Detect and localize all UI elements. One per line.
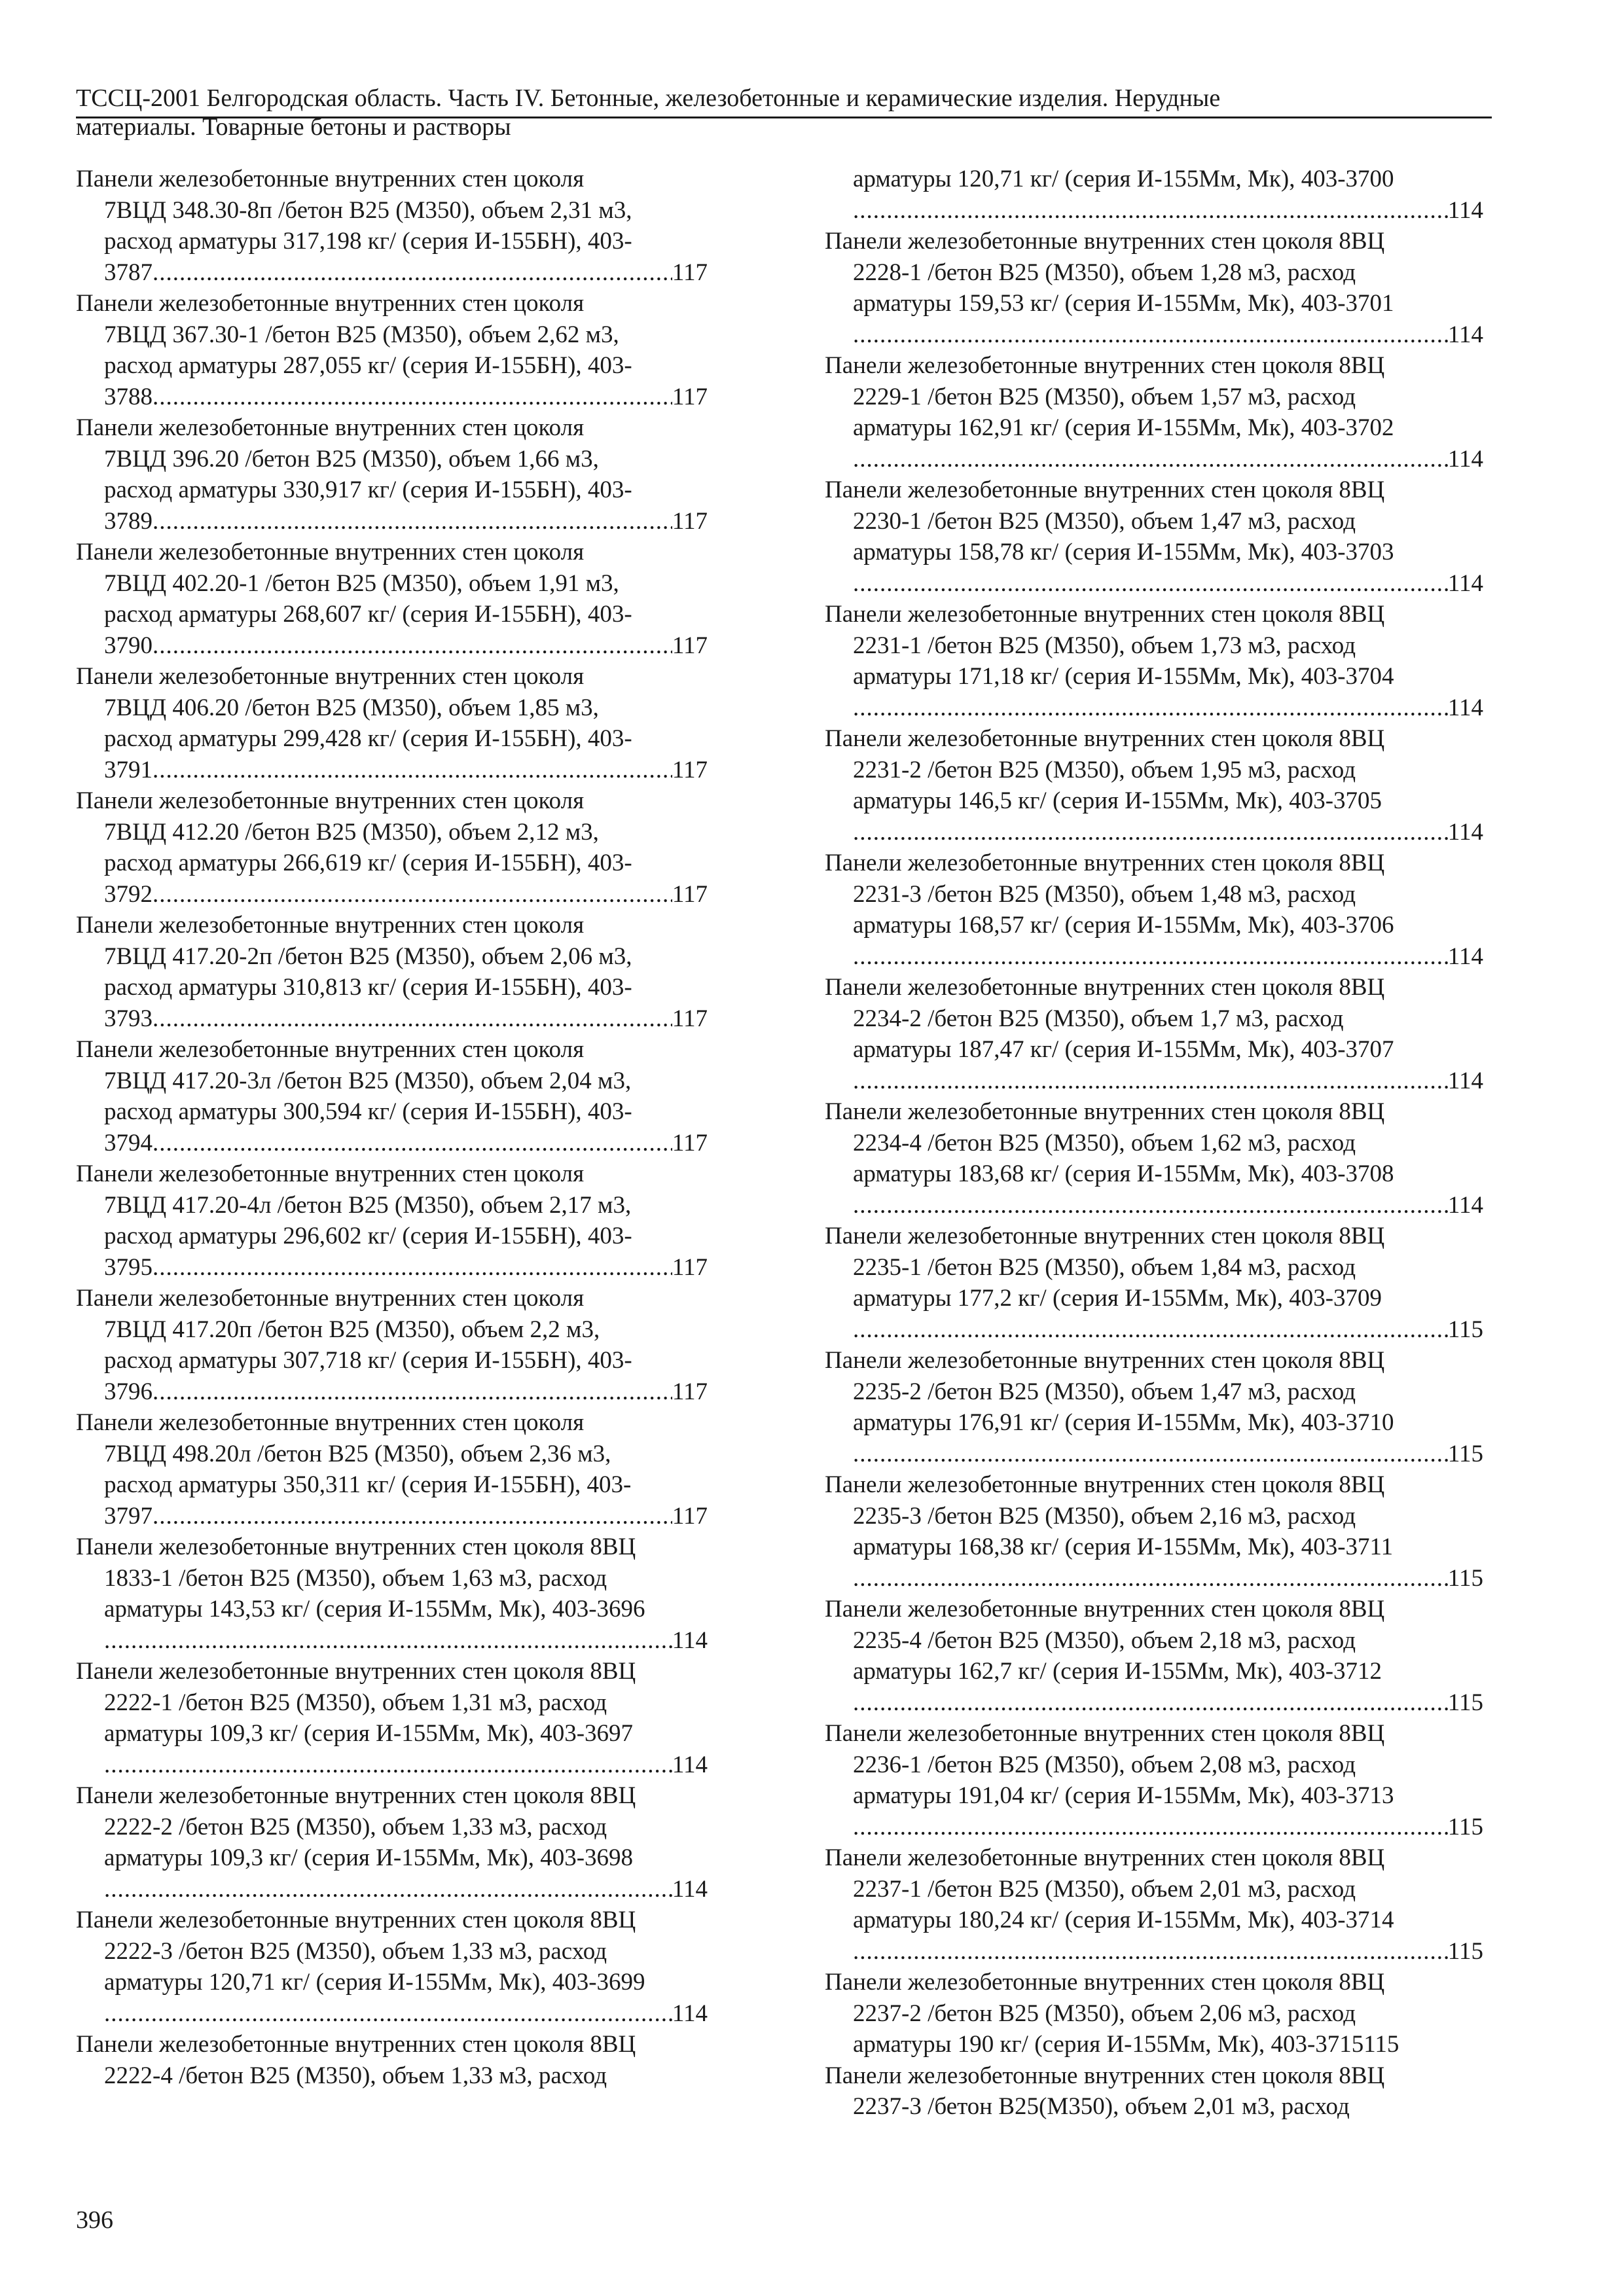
dot-leader (104, 1625, 672, 1657)
index-entry (825, 1096, 1483, 1221)
dot-leader (153, 1252, 672, 1283)
dot-leader (104, 1874, 672, 1905)
index-entry (825, 1469, 1483, 1594)
dot-leader (853, 1439, 1448, 1470)
index-entry (76, 2029, 708, 2091)
entry-line: 2234-4 /бетон В25 (М350), объем 1,62 м3, расход (853, 1129, 1356, 1157)
entry-line: 2222-4 /бетон В25 (М350), объем 1,33 м3, расход (104, 2062, 607, 2089)
entry-line: 2237-1 /бетон В25 (М350), объем 2,01 м3, расход (853, 1875, 1356, 1903)
index-entry (825, 848, 1483, 972)
entry-page: 114 (672, 1626, 708, 1654)
entry-line: Панели железобетонные внутренних стен цоколя (76, 912, 585, 939)
entry-line: расход арматуры 266,619 кг/ (серия И-155БН), 403- (104, 850, 632, 876)
index-column-right (825, 164, 1483, 2123)
index-entry (825, 1594, 1483, 1718)
index-entry (76, 1158, 708, 1283)
entry-page: 117 (672, 1253, 708, 1281)
entry-line: Панели железобетонные внутренних стен цоколя 8ВЦ (825, 1471, 1385, 1498)
entry-toc-line (825, 1439, 1483, 1470)
header-rule (76, 117, 1492, 118)
entry-line: арматуры 187,47 кг/ (серия И-155Мм, Мк), 403-3707 (853, 1036, 1394, 1063)
entry-toc-line (825, 941, 1483, 973)
entry-page: 115 (1447, 1564, 1483, 1592)
entry-text: 3796 (104, 1378, 153, 1405)
index-entry (825, 475, 1483, 599)
entry-page: 115 (1447, 1440, 1483, 1467)
entry-line: 2222-3 /бетон В25 (М350), объем 1,33 м3, расход (104, 1937, 607, 1965)
entry-line: арматуры 109,3 кг/ (серия И-155Мм, Мк), 403-3698 (104, 1844, 634, 1871)
entry-toc-line (825, 1687, 1483, 1719)
entry-toc-line (825, 817, 1483, 848)
running-header-line-2: материалы. Товарные бетоны и растворы (76, 113, 511, 141)
entry-page: 114 (672, 2000, 708, 2027)
index-entry (825, 1967, 1483, 2060)
entry-line: расход арматуры 307,718 кг/ (серия И-155БН), 403- (104, 1347, 632, 1374)
entry-line: 7ВЦД 417.20п /бетон В25 (М350), объем 2,2 м3, (104, 1316, 600, 1343)
entry-page: 117 (672, 383, 708, 410)
entry-line: Панели железобетонные внутренних стен цоколя (76, 414, 585, 441)
dot-leader (153, 1376, 672, 1408)
index-entry (825, 350, 1483, 475)
entry-line: Панели железобетонные внутренних стен цоколя (76, 787, 585, 814)
index-entry (825, 1842, 1483, 1967)
entry-toc-line (825, 444, 1483, 475)
entry-text: 3794 (104, 1129, 153, 1157)
entry-page: 117 (672, 507, 708, 535)
dot-leader (853, 941, 1448, 973)
index-entry (825, 2060, 1483, 2123)
entry-toc-line (825, 319, 1483, 351)
entry-line: расход арматуры 317,198 кг/ (серия И-155БН), 403- (104, 228, 632, 255)
entry-line: Панели железобетонные внутренних стен цоколя (76, 166, 585, 192)
dot-leader (853, 1190, 1448, 1221)
entry-line: арматуры 168,38 кг/ (серия И-155Мм, Мк), 403-3711 (853, 1534, 1394, 1560)
entry-line: Панели железобетонные внутренних стен цоколя 8ВЦ (825, 1596, 1385, 1623)
index-entry (825, 1221, 1483, 1345)
entry-text: 3793 (104, 1005, 153, 1032)
entry-line: Панели железобетонные внутренних стен цоколя (76, 290, 585, 317)
entry-toc-line (76, 1003, 708, 1035)
entry-page: 117 (672, 1378, 708, 1405)
index-entry (825, 226, 1483, 350)
entry-line: расход арматуры 296,602 кг/ (серия И-155БН), 403- (104, 1223, 632, 1249)
entry-line: 7ВЦД 402.20-1 /бетон В25 (М350), объем 1,91 м3, (104, 569, 619, 597)
entry-page: 114 (1447, 445, 1483, 473)
entry-line: арматуры 183,68 кг/ (серия И-155Мм, Мк), 403-3708 (853, 1160, 1394, 1187)
entry-page: 114 (1447, 818, 1483, 846)
entry-line: расход арматуры 350,311 кг/ (серия И-155БН), 403- (104, 1471, 632, 1498)
entry-toc-line (76, 1376, 708, 1408)
entry-line: расход арматуры 299,428 кг/ (серия И-155БН), 403- (104, 725, 632, 752)
entry-line: 7ВЦД 367.30-1 /бетон В25 (М350), объем 2,62 м3, (104, 321, 619, 348)
entry-line: Панели железобетонные внутренних стен цоколя 8ВЦ (76, 1534, 636, 1560)
entry-line: расход арматуры 300,594 кг/ (серия И-155БН), 403- (104, 1098, 632, 1125)
index-entry (76, 661, 708, 785)
dot-leader (853, 319, 1448, 351)
entry-line: Панели железобетонные внутренних стен цоколя 8ВЦ (825, 1720, 1385, 1747)
entry-page: 117 (672, 1129, 708, 1157)
dot-leader (153, 1003, 672, 1035)
entry-line: расход арматуры 330,917 кг/ (серия И-155БН), 403- (104, 476, 632, 503)
entry-toc-line (76, 257, 708, 289)
index-entry (76, 1407, 708, 1532)
dot-leader (853, 1812, 1448, 1843)
entry-toc-line (76, 1998, 708, 2030)
entry-page: 114 (1447, 1067, 1483, 1094)
entry-line: 2222-2 /бетон В25 (М350), объем 1,33 м3, расход (104, 1813, 607, 1840)
page-number: 396 (76, 2206, 113, 2234)
entry-line: расход арматуры 287,055 кг/ (серия И-155БН), 403- (104, 352, 632, 379)
index-entry (825, 723, 1483, 848)
entry-line: 2222-1 /бетон В25 (М350), объем 1,31 м3, расход (104, 1689, 607, 1716)
entry-toc-line (76, 1252, 708, 1283)
entry-line: 2235-4 /бетон В25 (М350), объем 2,18 м3, расход (853, 1626, 1356, 1654)
entry-line: 2235-1 /бетон В25 (М350), объем 1,84 м3, расход (853, 1253, 1356, 1281)
entry-page: 114 (1447, 569, 1483, 597)
entry-line: 2231-3 /бетон В25 (М350), объем 1,48 м3, расход (853, 880, 1356, 908)
dot-leader (853, 817, 1448, 848)
entry-line: Панели железобетонные внутренних стен цоколя 8ВЦ (825, 228, 1385, 255)
entry-line: арматуры 146,5 кг/ (серия И-155Мм, Мк), 403-3705 (853, 787, 1382, 814)
dot-leader (153, 382, 672, 413)
entry-toc-line (825, 1066, 1483, 1097)
dot-leader (153, 879, 672, 910)
entry-line: 2237-3 /бетон В25(М350), объем 2,01 м3, расход (853, 2093, 1350, 2120)
running-header-line-1: ТССЦ-2001 Белгородская область. Часть IV. Бетонные, железобетонные и керамические изделия. Нерудные (76, 84, 1221, 112)
dot-leader (853, 1066, 1448, 1097)
entry-page: 115 (1447, 1316, 1483, 1343)
entry-text: 3797 (104, 1502, 153, 1530)
dot-leader (853, 1687, 1448, 1719)
entry-page: 115 (1447, 1813, 1483, 1840)
entry-line: 2230-1 /бетон В25 (М350), объем 1,47 м3, расход (853, 507, 1356, 535)
entry-line: арматуры 191,04 кг/ (серия И-155Мм, Мк), 403-3713 (853, 1782, 1394, 1809)
entry-page: 115 (1447, 1937, 1483, 1965)
entry-text: 3791 (104, 756, 153, 783)
index-entry (76, 1034, 708, 1158)
index-entry (76, 1532, 708, 1656)
index-entry (76, 785, 708, 910)
entry-toc-line (76, 630, 708, 662)
entry-line: арматуры 158,78 кг/ (серия И-155Мм, Мк), 403-3703 (853, 539, 1394, 565)
entry-line: 2229-1 /бетон В25 (М350), объем 1,57 м3, расход (853, 383, 1356, 410)
entry-line: арматуры 180,24 кг/ (серия И-155Мм, Мк), 403-3714 (853, 1907, 1394, 1933)
dot-leader (153, 630, 672, 662)
entry-line: 1833-1 /бетон В25 (М350), объем 1,63 м3, расход (104, 1564, 607, 1592)
entry-line: арматуры 162,7 кг/ (серия И-155Мм, Мк), 403-3712 (853, 1658, 1382, 1685)
dot-leader (104, 1749, 672, 1781)
entry-line: Панели железобетонные внутренних стен цоколя (76, 1285, 585, 1312)
entry-text: 3795 (104, 1253, 153, 1281)
entry-line: Панели железобетонные внутренних стен цоколя 8ВЦ (76, 1658, 636, 1685)
entry-toc-line (76, 1874, 708, 1905)
entry-page: 117 (672, 1005, 708, 1032)
entry-page: 117 (672, 632, 708, 659)
dot-leader (153, 257, 672, 289)
entry-line: Панели железобетонные внутренних стен цоколя 8ВЦ (825, 476, 1385, 503)
entry-line: Панели железобетонные внутренних стен цоколя 8ВЦ (76, 1907, 636, 1933)
entry-page: 114 (1447, 1191, 1483, 1219)
entry-toc-line (825, 692, 1483, 724)
entry-text: 3789 (104, 507, 153, 535)
index-entry (825, 599, 1483, 723)
entry-line: 2231-2 /бетон В25 (М350), объем 1,95 м3, расход (853, 756, 1356, 783)
entry-page: 117 (672, 756, 708, 783)
entry-line: Панели железобетонные внутренних стен цоколя 8ВЦ (825, 974, 1385, 1001)
entry-line: 2235-3 /бетон В25 (М350), объем 2,16 м3, расход (853, 1502, 1356, 1530)
entry-line: Панели железобетонные внутренних стен цоколя 8ВЦ (825, 1844, 1385, 1871)
index-entry (825, 1718, 1483, 1842)
entry-toc-line (76, 1128, 708, 1159)
entry-page: 114 (672, 1875, 708, 1903)
entry-page: 117 (672, 259, 708, 286)
entry-text: 3792 (104, 880, 153, 908)
index-entry (76, 412, 708, 537)
entry-line: 7ВЦД 406.20 /бетон В25 (М350), объем 1,85 м3, (104, 694, 599, 721)
entry-line: 2231-1 /бетон В25 (М350), объем 1,73 м3, расход (853, 632, 1356, 659)
dot-leader (153, 1128, 672, 1159)
entry-line: Панели железобетонные внутренних стен цоколя 8ВЦ (76, 1782, 636, 1809)
index-entry (76, 288, 708, 412)
entry-line: 2236-1 /бетон В25 (М350), объем 2,08 м3, расход (853, 1751, 1356, 1778)
entry-line: расход арматуры 268,607 кг/ (серия И-155БН), 403- (104, 601, 632, 628)
entry-line: Панели железобетонные внутренних стен цоколя 8ВЦ (825, 2062, 1385, 2089)
entry-line: арматуры 120,71 кг/ (серия И-155Мм, Мк), 403-3699 (104, 1969, 645, 1996)
entry-page: 115 (1447, 1689, 1483, 1716)
index-entry (76, 1780, 708, 1905)
entry-toc-line (825, 1812, 1483, 1843)
entry-line: Панели железобетонные внутренних стен цоколя 8ВЦ (825, 1223, 1385, 1249)
entry-line: Панели железобетонные внутренних стен цоколя 8ВЦ (76, 2031, 636, 2058)
entry-toc-line (76, 382, 708, 413)
entry-line: арматуры 120,71 кг/ (серия И-155Мм, Мк), 403-3700 (853, 166, 1394, 192)
entry-toc-line (76, 755, 708, 786)
index-entry (76, 1656, 708, 1780)
entry-line: 2234-2 /бетон В25 (М350), объем 1,7 м3, расход (853, 1005, 1344, 1032)
entry-toc-line (76, 1749, 708, 1781)
entry-toc-line (76, 879, 708, 910)
entry-line: арматуры 176,91 кг/ (серия И-155Мм, Мк), 403-3710 (853, 1409, 1394, 1436)
entry-toc-line (825, 1314, 1483, 1346)
entry-toc-line (825, 1563, 1483, 1594)
entry-line: Панели железобетонные внутренних стен цоколя 8ВЦ (825, 850, 1385, 876)
entry-line: 7ВЦД 348.30-8п /бетон В25 (М350), объем 2,31 м3, (104, 196, 632, 224)
dot-leader (153, 506, 672, 537)
index-entry (825, 1345, 1483, 1469)
entry-line: Панели железобетонные внутренних стен цоколя (76, 1409, 585, 1436)
entry-page: 114 (1447, 196, 1483, 224)
entry-page: 117 (672, 880, 708, 908)
entry-line: арматуры 109,3 кг/ (серия И-155Мм, Мк), 403-3697 (104, 1720, 634, 1747)
entry-toc-line (825, 568, 1483, 600)
entry-line: Панели железобетонные внутренних стен цоколя 8ВЦ (825, 1347, 1385, 1374)
entry-line: 2235-2 /бетон В25 (М350), объем 1,47 м3, расход (853, 1378, 1356, 1405)
entry-line: арматуры 171,18 кг/ (серия И-155Мм, Мк), 403-3704 (853, 663, 1394, 690)
entry-line: Панели железобетонные внутренних стен цоколя 8ВЦ (825, 352, 1385, 379)
dot-leader (153, 1501, 672, 1532)
entry-line: 7ВЦД 417.20-3л /бетон В25 (М350), объем 2,04 м3, (104, 1067, 632, 1094)
entry-toc-line (76, 506, 708, 537)
entry-line: арматуры 177,2 кг/ (серия И-155Мм, Мк), 403-3709 (853, 1285, 1382, 1312)
entry-line: арматуры 143,53 кг/ (серия И-155Мм, Мк), 403-3696 (104, 1596, 645, 1623)
dot-leader (853, 444, 1448, 475)
entry-line: 7ВЦД 417.20-4л /бетон В25 (М350), объем 2,17 м3, (104, 1191, 632, 1219)
entry-line: Панели железобетонные внутренних стен цоколя (76, 1160, 585, 1187)
entry-line: арматуры 162,91 кг/ (серия И-155Мм, Мк), 403-3702 (853, 414, 1394, 441)
entry-line: Панели железобетонные внутренних стен цоколя (76, 1036, 585, 1063)
index-entry (825, 972, 1483, 1096)
index-entry (76, 537, 708, 661)
entry-page: 114 (1447, 694, 1483, 721)
index-entry (76, 164, 708, 288)
index-entry (825, 164, 1483, 226)
entry-line: Панели железобетонные внутренних стен цоколя 8ВЦ (825, 1969, 1385, 1996)
entry-line: 7ВЦД 417.20-2п /бетон В25 (М350), объем 2,06 м3, (104, 942, 632, 970)
entry-line: 7ВЦД 412.20 /бетон В25 (М350), объем 2,12 м3, (104, 818, 599, 846)
dot-leader (104, 1998, 672, 2030)
index-entry (76, 1905, 708, 2029)
entry-text: 3788 (104, 383, 153, 410)
dot-leader (853, 1314, 1448, 1346)
entry-toc-line (825, 1190, 1483, 1221)
entry-line: арматуры 190 кг/ (серия И-155Мм, Мк), 403-3715115 (853, 2031, 1399, 2058)
entry-line: 2228-1 /бетон В25 (М350), объем 1,28 м3, расход (853, 259, 1356, 286)
entry-line: Панели железобетонные внутренних стен цоколя (76, 539, 585, 565)
entry-toc-line (825, 1936, 1483, 1967)
entry-toc-line (825, 195, 1483, 226)
entry-line: Панели железобетонные внутренних стен цоколя 8ВЦ (825, 601, 1385, 628)
entry-line: Панели железобетонные внутренних стен цоколя 8ВЦ (825, 725, 1385, 752)
entry-text: 3790 (104, 632, 153, 659)
running-header (76, 84, 1492, 141)
entry-toc-line (76, 1501, 708, 1532)
entry-line: арматуры 159,53 кг/ (серия И-155Мм, Мк), 403-3701 (853, 290, 1394, 317)
dot-leader (853, 692, 1448, 724)
entry-line: 7ВЦД 498.20л /бетон В25 (М350), объем 2,36 м3, (104, 1440, 611, 1467)
entry-page: 117 (672, 1502, 708, 1530)
entry-text: 3787 (104, 259, 153, 286)
entry-line: 7ВЦД 396.20 /бетон В25 (М350), объем 1,66 м3, (104, 445, 599, 473)
entry-line: 2237-2 /бетон В25 (М350), объем 2,06 м3, расход (853, 2000, 1356, 2027)
dot-leader (853, 1563, 1448, 1594)
entry-page: 114 (1447, 321, 1483, 348)
dot-leader (853, 568, 1448, 600)
entry-line: расход арматуры 310,813 кг/ (серия И-155БН), 403- (104, 974, 632, 1001)
dot-leader (853, 1936, 1448, 1967)
index-column-left (76, 164, 708, 2091)
entry-line: Панели железобетонные внутренних стен цоколя (76, 663, 585, 690)
entry-toc-line (76, 1625, 708, 1657)
dot-leader (853, 195, 1448, 226)
entry-line: арматуры 168,57 кг/ (серия И-155Мм, Мк), 403-3706 (853, 912, 1394, 939)
entry-page: 114 (672, 1751, 708, 1778)
entry-line: Панели железобетонные внутренних стен цоколя 8ВЦ (825, 1098, 1385, 1125)
index-entry (76, 1283, 708, 1407)
index-entry (76, 910, 708, 1034)
dot-leader (153, 755, 672, 786)
entry-page: 114 (1447, 942, 1483, 970)
